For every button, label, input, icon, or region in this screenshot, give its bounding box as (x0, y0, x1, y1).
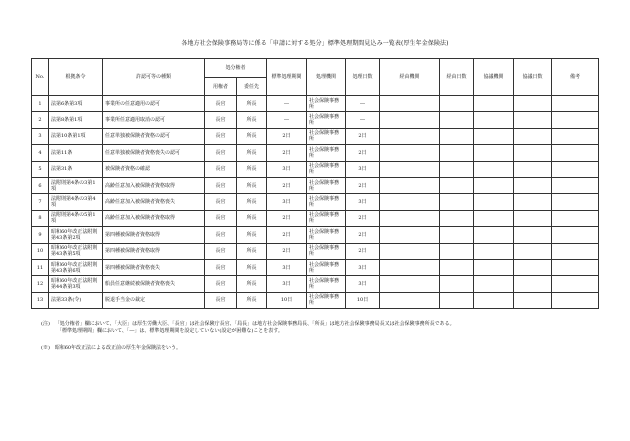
cell-standard-period: 10日 (267, 292, 307, 308)
cell-consult-days (514, 161, 552, 177)
table-row (32, 276, 599, 292)
cell-delegate: 所長 (237, 227, 267, 243)
cell-consult-org (474, 177, 514, 193)
header-via-org: 経由機関 (380, 59, 440, 96)
cell-holder: 長官 (205, 194, 237, 210)
cell-standard-period: 3日 (267, 259, 307, 275)
cell-processing-org: 社会保険事務所 (307, 145, 346, 161)
cell-processing-days: 10日 (346, 292, 380, 308)
cell-via-org (380, 112, 440, 128)
cell-via-days (440, 112, 474, 128)
note-1 (41, 321, 455, 328)
note-1-cont: 「標準処理期間」欄において、「―」は、標準処理期間を設定していない(設定が困難な)ことを表す。 (57, 328, 283, 334)
cell-remarks (552, 128, 599, 144)
cell-via-days (440, 96, 474, 112)
cell-consult-days (514, 227, 552, 243)
cell-holder: 長官 (205, 243, 237, 259)
cell-via-org (380, 96, 440, 112)
header-processing-days: 処理日数 (346, 59, 380, 96)
cell-no: 1 (32, 96, 49, 112)
cell-processing-org: 社会保険事務所 (307, 276, 346, 292)
cell-no: 3 (32, 128, 49, 144)
header-remarks: 備考 (552, 59, 599, 96)
cell-permit-type: 高齢任意加入被保険者資格取得 (103, 210, 205, 226)
cell-holder: 長官 (205, 276, 237, 292)
cell-permit-type: 第四種被保険者資格取得 (103, 243, 205, 259)
cell-consult-days (514, 194, 552, 210)
note-2-marker: (※) (41, 345, 50, 351)
cell-no: 11 (32, 259, 49, 275)
cell-no: 10 (32, 243, 49, 259)
cell-consult-org (474, 96, 514, 112)
cell-processing-org: 社会保険事務所 (307, 292, 346, 308)
cell-remarks (552, 177, 599, 193)
cell-law: 昭和60年改正法附則第43条第6項 (49, 259, 103, 275)
cell-remarks (552, 194, 599, 210)
cell-no: 6 (32, 177, 49, 193)
cell-processing-days: ― (346, 96, 380, 112)
cell-law: 昭和60年改正法附則第44条第3項 (49, 276, 103, 292)
cell-consult-org (474, 194, 514, 210)
cell-standard-period: ― (267, 112, 307, 128)
cell-via-days (440, 259, 474, 275)
cell-via-org (380, 276, 440, 292)
cell-remarks (552, 161, 599, 177)
header-no: No. (32, 59, 49, 96)
cell-delegate: 所長 (237, 177, 267, 193)
cell-no: 12 (32, 276, 49, 292)
cell-via-org (380, 177, 440, 193)
table-row (32, 243, 599, 259)
cell-holder: 長官 (205, 292, 237, 308)
cell-standard-period: 3日 (267, 276, 307, 292)
cell-via-org (380, 292, 440, 308)
cell-via-org (380, 194, 440, 210)
table-row (32, 96, 599, 112)
cell-consult-org (474, 227, 514, 243)
cell-via-days (440, 194, 474, 210)
cell-via-days (440, 276, 474, 292)
cell-consult-org (474, 210, 514, 226)
header-law: 根拠条令 (49, 59, 103, 96)
cell-consult-org (474, 292, 514, 308)
cell-no: 4 (32, 145, 49, 161)
cell-processing-org: 社会保険事務所 (307, 210, 346, 226)
cell-via-days (440, 145, 474, 161)
cell-processing-org: 社会保険事務所 (307, 194, 346, 210)
cell-standard-period: 2日 (267, 243, 307, 259)
header-holder: 用権者 (205, 78, 237, 96)
cell-processing-days: 3日 (346, 194, 380, 210)
cell-consult-days (514, 210, 552, 226)
table-row (32, 145, 599, 161)
cell-standard-period: 2日 (267, 210, 307, 226)
header-processing-org: 処理機関 (307, 59, 346, 96)
cell-permit-type: 任意単独被保険者資格喪失の認可 (103, 145, 205, 161)
cell-delegate: 所長 (237, 112, 267, 128)
cell-via-days (440, 227, 474, 243)
cell-delegate: 所長 (237, 145, 267, 161)
cell-via-days (440, 292, 474, 308)
cell-remarks (552, 96, 599, 112)
cell-processing-days: ― (346, 112, 380, 128)
cell-via-days (440, 128, 474, 144)
cell-consult-org (474, 145, 514, 161)
cell-holder: 長官 (205, 161, 237, 177)
cell-processing-days: 3日 (346, 276, 380, 292)
cell-law: 法第33条(令) (49, 292, 103, 308)
note-1-line-1: 「処分権者」欄において、「大臣」は厚生労働大臣、「長官」は社会保険庁長官、「局長」は地方社会保険事務局長、「所長」は地方社会保険事務局長又は社会保険事務所長である。 (54, 321, 455, 327)
cell-consult-days (514, 128, 552, 144)
standard-processing-table (31, 58, 599, 309)
cell-holder: 長官 (205, 177, 237, 193)
note-2-line-1: 昭和60年改正法による改正前の厚生年金保険法をいう。 (54, 345, 182, 351)
table-row (32, 227, 599, 243)
cell-processing-days: 2日 (346, 177, 380, 193)
cell-consult-org (474, 112, 514, 128)
cell-consult-days (514, 96, 552, 112)
cell-via-days (440, 243, 474, 259)
cell-permit-type: 脱退手当金の裁定 (103, 292, 205, 308)
cell-via-org (380, 210, 440, 226)
cell-holder: 長官 (205, 259, 237, 275)
cell-permit-type: 高齢任意加入被保険者資格喪失 (103, 194, 205, 210)
cell-standard-period: ― (267, 96, 307, 112)
cell-remarks (552, 227, 599, 243)
cell-consult-days (514, 177, 552, 193)
cell-law: 法第8条第1項 (49, 112, 103, 128)
cell-holder: 長官 (205, 112, 237, 128)
cell-holder: 長官 (205, 227, 237, 243)
cell-remarks (552, 259, 599, 275)
notes (41, 321, 455, 352)
cell-processing-org: 社会保険事務所 (307, 96, 346, 112)
cell-consult-days (514, 243, 552, 259)
cell-delegate: 所長 (237, 96, 267, 112)
cell-no: 5 (32, 161, 49, 177)
header-standard-period: 標準処理期間 (267, 59, 307, 96)
cell-processing-days: 2日 (346, 227, 380, 243)
table-body (32, 96, 599, 309)
cell-consult-days (514, 276, 552, 292)
cell-remarks (552, 243, 599, 259)
cell-delegate: 所長 (237, 210, 267, 226)
cell-delegate: 所長 (237, 259, 267, 275)
table-row (32, 194, 599, 210)
cell-consult-days (514, 259, 552, 275)
cell-processing-days: 2日 (346, 243, 380, 259)
cell-remarks (552, 210, 599, 226)
cell-permit-type: 事業所の任意適用の認可 (103, 96, 205, 112)
cell-via-days (440, 161, 474, 177)
cell-via-org (380, 128, 440, 144)
cell-consult-org (474, 128, 514, 144)
header-consult-org: 協議機関 (474, 59, 514, 96)
cell-remarks (552, 112, 599, 128)
cell-no: 13 (32, 292, 49, 308)
cell-law: 法附則第4条の3第4項 (49, 194, 103, 210)
cell-consult-days (514, 292, 552, 308)
cell-processing-days: 2日 (346, 128, 380, 144)
cell-law: 昭和60年改正法附則第43条第2項 (49, 227, 103, 243)
cell-consult-org (474, 243, 514, 259)
cell-law: 昭和60年改正法附則第43条第5項 (49, 243, 103, 259)
cell-delegate: 所長 (237, 161, 267, 177)
cell-delegate: 所長 (237, 276, 267, 292)
cell-standard-period: 2日 (267, 128, 307, 144)
cell-processing-org: 社会保険事務所 (307, 112, 346, 128)
cell-holder: 長官 (205, 96, 237, 112)
cell-standard-period: 3日 (267, 194, 307, 210)
cell-permit-type: 事業所任意適用取消の認可 (103, 112, 205, 128)
cell-no: 7 (32, 194, 49, 210)
cell-consult-org (474, 276, 514, 292)
cell-via-org (380, 161, 440, 177)
cell-delegate: 所長 (237, 243, 267, 259)
cell-processing-org: 社会保険事務所 (307, 177, 346, 193)
cell-standard-period: 2日 (267, 227, 307, 243)
cell-remarks (552, 276, 599, 292)
header-authority: 処分権者 (205, 59, 267, 78)
cell-via-org (380, 227, 440, 243)
cell-law: 法第6条第3項 (49, 96, 103, 112)
cell-law: 法第10条第1項 (49, 128, 103, 144)
table-row (32, 161, 599, 177)
cell-consult-org (474, 161, 514, 177)
cell-law: 法第11条 (49, 145, 103, 161)
cell-remarks (552, 145, 599, 161)
cell-no: 8 (32, 210, 49, 226)
document-title: 各地方社会保険事務局等に係る「申請に対する処分」標準処理期間見込み一覧表(厚生年金保険法) (181, 40, 449, 47)
cell-consult-org (474, 259, 514, 275)
note-2 (41, 345, 455, 352)
cell-via-days (440, 210, 474, 226)
cell-processing-org: 社会保険事務所 (307, 243, 346, 259)
cell-delegate: 所長 (237, 292, 267, 308)
header-via-days: 経由日数 (440, 59, 474, 96)
cell-permit-type: 高齢任意加入被保険者資格取得 (103, 177, 205, 193)
cell-law: 法附則第4条の3第1項 (49, 177, 103, 193)
cell-law: 法第31条 (49, 161, 103, 177)
cell-standard-period: 2日 (267, 177, 307, 193)
cell-permit-type: 第四種被保険者資格取得 (103, 227, 205, 243)
cell-no: 9 (32, 227, 49, 243)
cell-via-days (440, 177, 474, 193)
cell-via-org (380, 243, 440, 259)
cell-holder: 長官 (205, 145, 237, 161)
cell-delegate: 所長 (237, 194, 267, 210)
cell-via-org (380, 259, 440, 275)
cell-processing-days: 3日 (346, 259, 380, 275)
cell-standard-period: 2日 (267, 145, 307, 161)
table-row (32, 177, 599, 193)
cell-holder: 長官 (205, 210, 237, 226)
cell-standard-period: 3日 (267, 161, 307, 177)
cell-processing-days: 3日 (346, 161, 380, 177)
cell-permit-type: 任意単独被保険者資格の認可 (103, 128, 205, 144)
note-1-marker: (注) (41, 321, 50, 327)
cell-no: 2 (32, 112, 49, 128)
cell-processing-days: 2日 (346, 210, 380, 226)
cell-via-org (380, 145, 440, 161)
cell-remarks (552, 292, 599, 308)
table-row (32, 128, 599, 144)
cell-processing-org: 社会保険事務所 (307, 259, 346, 275)
cell-delegate: 所長 (237, 128, 267, 144)
header-permit-type: 許認可等の種類 (103, 59, 205, 96)
cell-processing-org: 社会保険事務所 (307, 227, 346, 243)
cell-processing-days: 2日 (346, 145, 380, 161)
cell-consult-days (514, 112, 552, 128)
header-delegate: 委任先 (237, 78, 267, 96)
cell-consult-days (514, 145, 552, 161)
cell-permit-type: 第四種被保険者資格喪失 (103, 259, 205, 275)
table-row (32, 259, 599, 275)
cell-permit-type: 船員任意継続被保険者資格喪失 (103, 276, 205, 292)
table-row (32, 112, 599, 128)
cell-processing-org: 社会保険事務所 (307, 128, 346, 144)
table-row (32, 292, 599, 308)
cell-holder: 長官 (205, 128, 237, 144)
cell-processing-org: 社会保険事務所 (307, 161, 346, 177)
table-row (32, 210, 599, 226)
cell-permit-type: 被保険者資格の確認 (103, 161, 205, 177)
header-consult-days: 協議日数 (514, 59, 552, 96)
cell-law: 法附則第4条の5第1項 (49, 210, 103, 226)
